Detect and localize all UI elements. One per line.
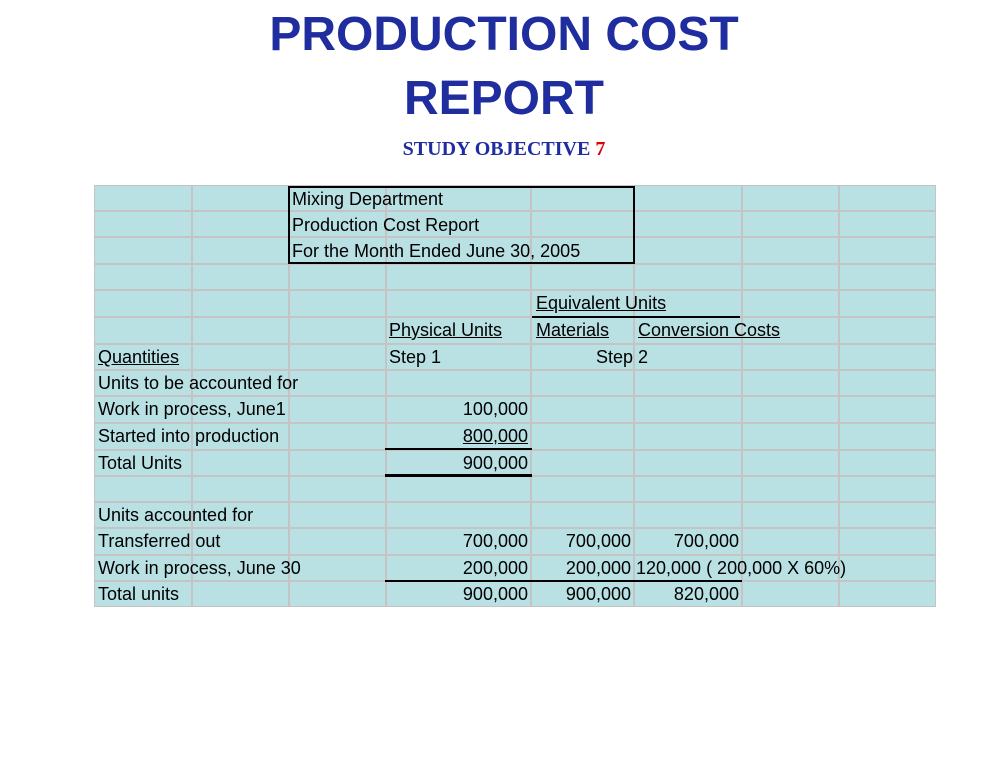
units-to-account-label: Units to be accounted for bbox=[98, 373, 299, 393]
total-units-final-label: Total units bbox=[98, 584, 180, 604]
col-physical-units: Physical Units bbox=[389, 320, 503, 340]
row-label: Started into production bbox=[98, 426, 280, 446]
col-materials: Materials bbox=[536, 320, 610, 340]
row-label: Work in process, June 30 bbox=[98, 558, 301, 578]
total-materials: 900,000 bbox=[565, 584, 631, 604]
row-conversion: 120,000 ( 200,000 X 60%) bbox=[636, 558, 847, 578]
quantities-label: Quantities bbox=[98, 347, 180, 367]
report-heading-period: For the Month Ended June 30, 2005 bbox=[292, 241, 581, 261]
title-line-2: REPORT bbox=[403, 72, 604, 125]
row-materials: 200,000 bbox=[565, 558, 631, 578]
step2-label: Step 2 bbox=[596, 347, 649, 367]
row-label: Work in process, June1 bbox=[98, 399, 286, 419]
report-heading-title: Production Cost Report bbox=[292, 215, 480, 235]
total-conversion: 820,000 bbox=[673, 584, 739, 604]
col-conversion-costs: Conversion Costs bbox=[638, 320, 781, 340]
spreadsheet bbox=[94, 185, 936, 607]
total-units-label: Total Units bbox=[98, 453, 183, 473]
subtitle-number: 7 bbox=[595, 138, 606, 160]
row-physical: 700,000 bbox=[462, 531, 528, 551]
row-conversion: 700,000 bbox=[673, 531, 739, 551]
total-physical: 900,000 bbox=[462, 584, 528, 604]
row-materials: 700,000 bbox=[565, 531, 631, 551]
units-accounted-label: Units accounted for bbox=[98, 505, 254, 525]
row-physical: 800,000 bbox=[462, 426, 528, 446]
title-line-1: PRODUCTION COST bbox=[269, 8, 739, 61]
subtitle bbox=[0, 138, 1008, 161]
row-physical: 100,000 bbox=[462, 399, 528, 419]
step1-label: Step 1 bbox=[389, 347, 442, 367]
equivalent-units-header: Equivalent Units bbox=[536, 293, 667, 313]
report-heading-dept: Mixing Department bbox=[292, 189, 444, 209]
subtitle-prefix: STUDY OBJECTIVE bbox=[402, 138, 591, 160]
total-units-value: 900,000 bbox=[462, 453, 528, 473]
row-label: Transferred out bbox=[98, 531, 221, 551]
row-physical: 200,000 bbox=[462, 558, 528, 578]
